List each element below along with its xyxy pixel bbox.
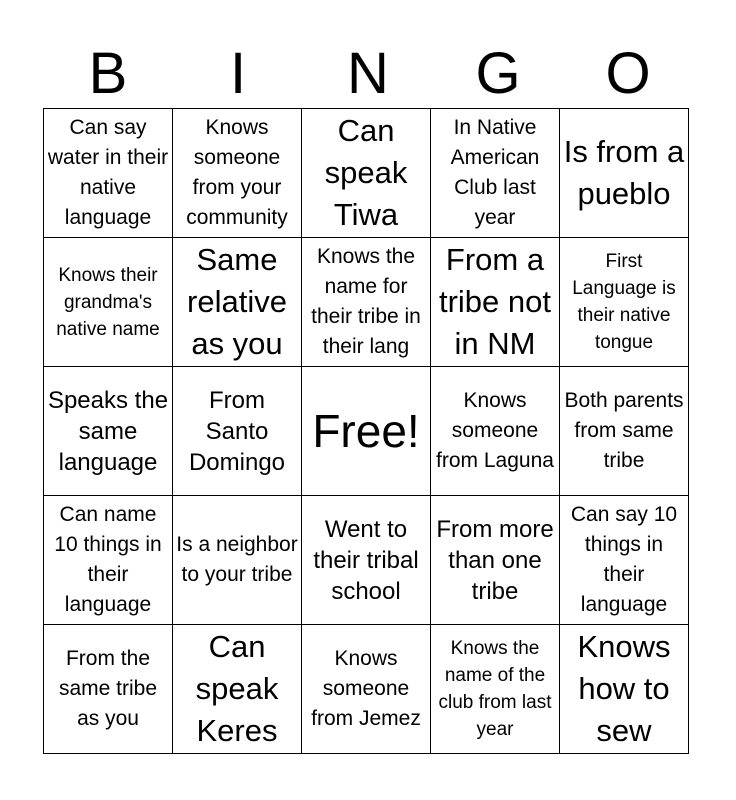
board-row <box>44 367 689 496</box>
free-space-text: Free! <box>312 405 420 457</box>
header-letter-n: N <box>347 41 389 106</box>
cell-text: Knows someone from Laguna <box>436 389 554 472</box>
bingo-cell[interactable] <box>560 238 689 367</box>
cell-text: From Santo Domingo <box>188 386 286 476</box>
bingo-cell[interactable] <box>302 109 431 238</box>
bingo-cell[interactable] <box>431 109 560 238</box>
cell-text: Knows someone from Jemez <box>311 647 421 730</box>
cell-text: Is a neighbor to your tribe <box>176 533 298 586</box>
cell-text: Can say water in their native language <box>47 116 169 229</box>
bingo-header <box>43 40 693 108</box>
bingo-cell[interactable] <box>302 496 431 625</box>
cell-text: From a tribe not in NM <box>438 242 551 361</box>
cell-text: Knows the name of the club from last year <box>438 638 552 740</box>
bingo-cell[interactable] <box>173 625 302 754</box>
free-space-cell[interactable] <box>302 367 431 496</box>
cell-text: Same relative as you <box>187 242 287 361</box>
cell-text: Went to their tribal school <box>313 515 419 605</box>
bingo-cell[interactable] <box>560 109 689 238</box>
bingo-cell[interactable] <box>302 625 431 754</box>
header-letter-b: B <box>88 41 128 106</box>
bingo-cell[interactable] <box>431 625 560 754</box>
board-row <box>44 238 689 367</box>
bingo-cell[interactable] <box>44 496 173 625</box>
cell-text: Can say 10 things in their language <box>570 503 678 616</box>
cell-text: In Native American Club last year <box>450 116 540 229</box>
header-letter-i: I <box>229 41 247 106</box>
board-row <box>44 496 689 625</box>
bingo-cell[interactable] <box>44 238 173 367</box>
bingo-cell[interactable] <box>560 496 689 625</box>
bingo-cell[interactable] <box>173 109 302 238</box>
bingo-cell[interactable] <box>431 238 560 367</box>
bingo-cell[interactable] <box>173 238 302 367</box>
bingo-cell[interactable] <box>560 367 689 496</box>
cell-text: Speaks the same language <box>47 386 169 476</box>
cell-text: Knows someone from your community <box>186 116 288 229</box>
cell-text: From the same tribe as you <box>58 647 158 730</box>
board-row <box>44 109 689 238</box>
cell-text: From more than one tribe <box>436 515 554 605</box>
bingo-cell[interactable] <box>173 496 302 625</box>
cell-text: Can name 10 things in their language <box>54 503 162 616</box>
bingo-cell[interactable] <box>302 238 431 367</box>
cell-text: Knows how to sew <box>577 629 671 748</box>
cell-text: Knows their grandma's native name <box>56 264 160 340</box>
bingo-cell[interactable] <box>44 625 173 754</box>
cell-text: First Language is their native tongue <box>572 251 676 353</box>
bingo-cell[interactable] <box>44 109 173 238</box>
bingo-cell[interactable] <box>431 367 560 496</box>
board-row <box>44 625 689 754</box>
cell-text: Both parents from same tribe <box>564 389 684 472</box>
bingo-cell[interactable] <box>173 367 302 496</box>
cell-text: Can speak Tiwa <box>324 113 408 232</box>
bingo-board <box>43 108 689 754</box>
cell-text: Knows the name for their tribe in their lang <box>311 245 421 358</box>
cell-text: Can speak Keres <box>195 629 279 748</box>
header-letter-g: G <box>475 41 521 106</box>
bingo-cell[interactable] <box>431 496 560 625</box>
bingo-cell[interactable] <box>44 367 173 496</box>
header-letter-o: O <box>605 41 651 106</box>
cell-text: Is from a pueblo <box>563 134 685 211</box>
bingo-cell[interactable] <box>560 625 689 754</box>
